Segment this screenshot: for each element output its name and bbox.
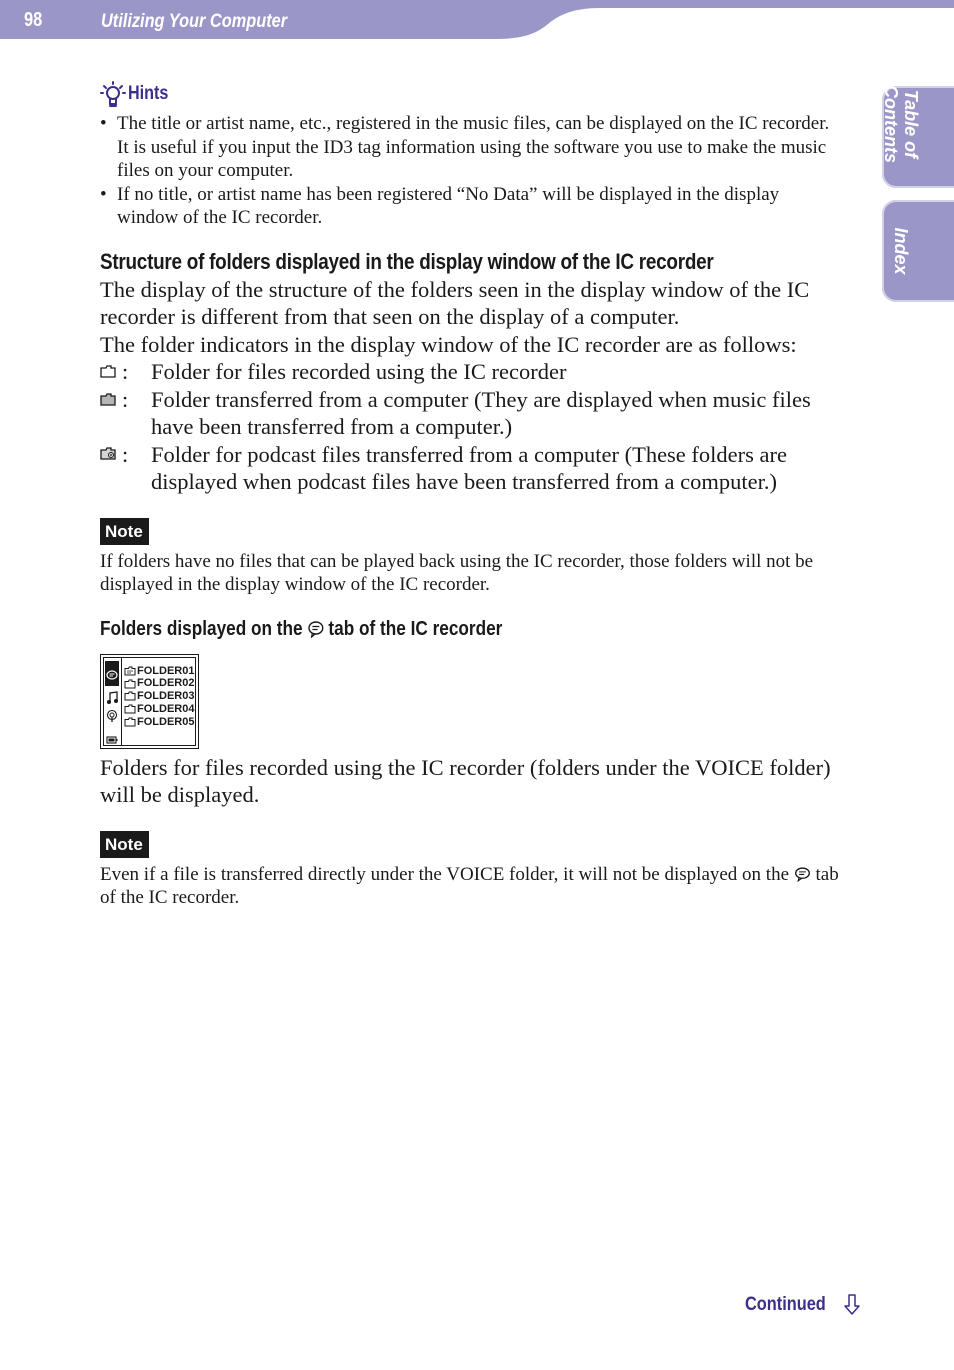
list-item [124,677,194,690]
folder-outline-icon [100,358,116,385]
note-block [100,831,840,910]
page-header [0,0,954,40]
folder-description: Folder for podcast files transferred from a computer (These folders are displayed when podcast files have been transferred from a computer.) [151,441,787,494]
section-paragraph: The folder indicators in the display window of the IC recorder are as follows: [100,331,797,357]
folder-description: Folder for files recorded using the IC recorder [151,359,567,384]
screen-folder-name: FOLDER01 [137,664,195,677]
lightbulb-icon [100,80,126,108]
voice-tab-icon [794,866,811,882]
screen-folder-name: FOLDER05 [137,715,195,728]
folder-outline-icon [124,679,136,689]
toc-tab-line1: Table of [901,89,921,159]
battery-icon [106,735,118,745]
page-content [100,78,840,910]
hint-text: If no title, or artist name has been registered “No Data” will be displayed in the display window of the IC recorder. [117,183,780,228]
index-tab-label: Index [891,227,911,275]
folder-description: Folder transferred from a computer (They are displayed when music files have been transferred from a computer.) [151,386,811,439]
chapter-title: Utilizing Your Computer [101,11,288,32]
folder-outline-icon [124,717,136,727]
ic-recorder-screen [100,654,199,749]
continued-link[interactable] [745,1294,861,1316]
voice-tab-icon [307,620,324,638]
section-heading: Structure of folders displayed in the display window of the IC recorder [100,248,714,274]
hint-text: The title or artist name, etc., registered in the music files, can be displayed on the IC recorder. It is useful if you input the ID3 tag information using the software you use to make the music files on your computer. [117,113,830,181]
note-block [100,518,840,597]
bullet: • [100,183,107,205]
note-text: If folders have no files that can be played back using the IC recorder, those folders will not be displayed in the display window of the IC recorder. [100,550,814,595]
note-text [100,863,840,910]
continued-label: Continued [745,1294,826,1315]
hints-heading [100,78,840,110]
screen-folder-name: FOLDER04 [137,702,195,715]
screen-selected-tab [105,661,119,686]
screen-folder-name: FOLDER03 [137,690,195,703]
screen-frame [103,657,196,746]
folder-outline-icon [124,691,136,701]
podcast-icon [106,709,118,723]
screen-tab-column [104,658,122,745]
folder-filled-icon [100,386,116,413]
voice-tab-icon [105,661,119,686]
music-note-icon [106,691,118,705]
page-number: 98 [24,9,43,31]
hints-list [100,112,840,230]
arrow-down-icon [843,1294,861,1316]
folder-podcast-icon [100,441,118,468]
list-item [100,183,840,230]
index-tab[interactable] [882,200,954,302]
list-item [100,358,840,386]
list-item [100,386,840,441]
screen-folder-list [124,665,194,729]
list-item [100,441,840,496]
folder-outline-icon [124,666,136,676]
colon: : [122,441,129,467]
list-item [124,716,194,729]
list-item [124,665,194,678]
toc-tab-line2: Contents [881,85,901,163]
list-item [124,703,194,716]
screen-folder-name: FOLDER02 [137,677,195,690]
hints-title: Hints [128,83,169,104]
table-of-contents-tab[interactable] [882,86,954,188]
note-text-end: tab of the IC recorder. [100,863,839,908]
subsection-heading [100,616,736,642]
note-text-start: Even if a file is transferred directly under the VOICE folder, it will not be displayed on the [100,863,790,885]
colon: : [122,386,129,412]
note-label: Note [100,831,149,858]
folder-indicator-list [100,358,840,496]
list-item [100,112,840,183]
folder-outline-icon [124,704,136,714]
bullet: • [100,113,107,134]
colon: : [122,359,129,384]
toc-tab-label [881,85,921,163]
section-paragraph: The display of the structure of the folders seen in the display window of the IC recorder is different from that seen on the display of a computer. [100,276,810,329]
list-item [124,690,194,703]
subsection-title-start: Folders displayed on the [100,617,303,640]
subsection-paragraph: Folders for files recorded using the IC recorder (folders under the VOICE folder) will be displayed. [100,754,831,807]
subsection-title-end: tab of the IC recorder [328,617,503,640]
note-label: Note [100,518,149,545]
